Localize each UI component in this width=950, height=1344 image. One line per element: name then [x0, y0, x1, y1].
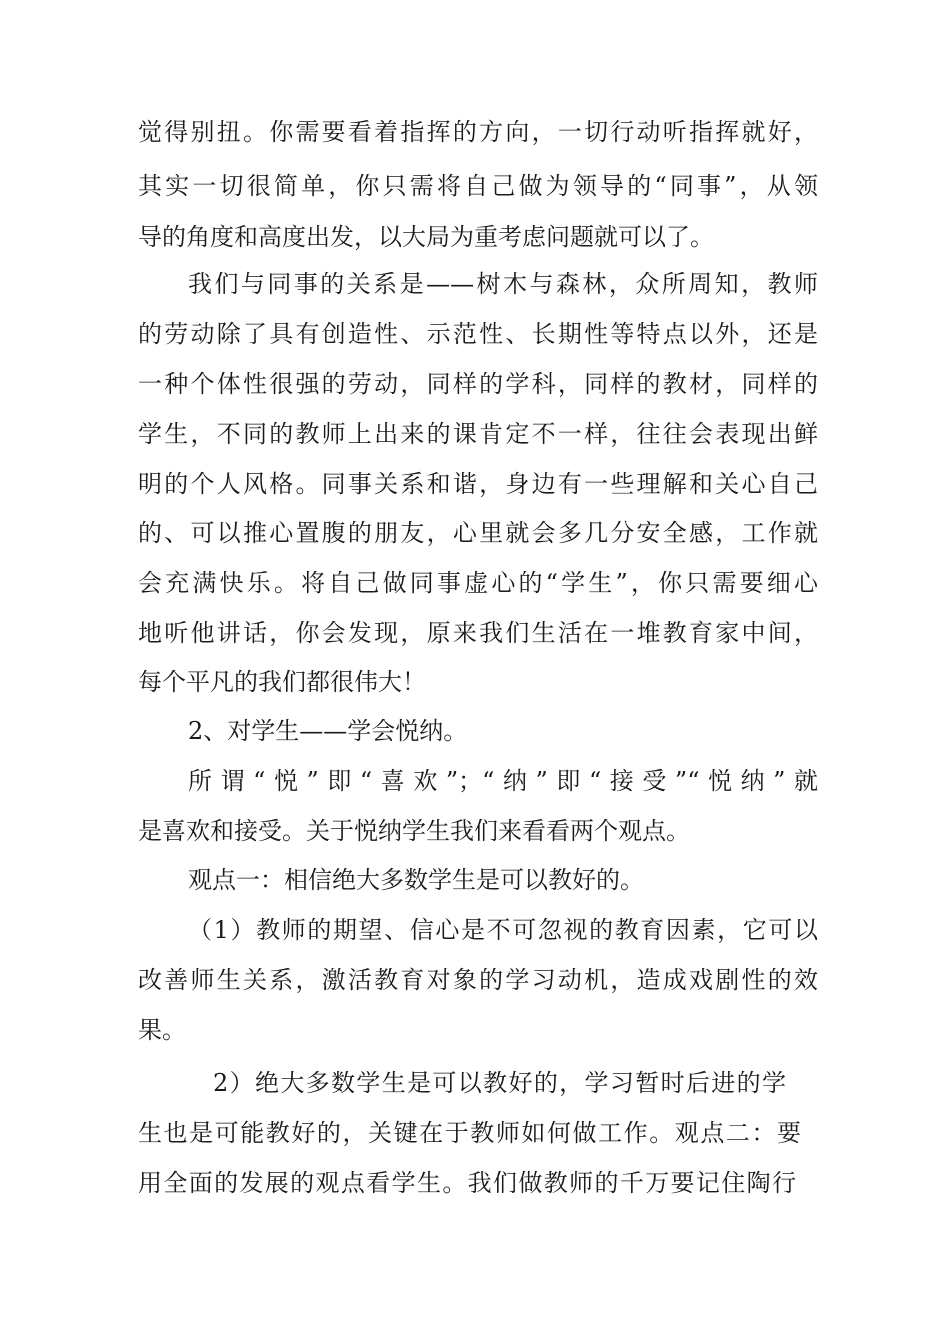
text-line: （1）教师的期望、信心是不可忽视的教育因素，它可以 [188, 916, 818, 944]
section-heading: 2、对学生——学会悦纳。 [188, 717, 468, 745]
text-line: 2）绝大多数学生是可以教好的，学习暂时后进的学 [213, 1069, 786, 1097]
text-line: 学生，不同的教师上出来的课肯定不一样，往往会表现出鲜 [138, 420, 818, 448]
text-line: 用全面的发展的观点看学生。我们做教师的千万要记住陶行 [138, 1169, 796, 1197]
text-line: 是喜欢和接受。关于悦纳学生我们来看看两个观点。 [138, 817, 690, 845]
text-line: 果。 [138, 1016, 186, 1044]
text-line: 会充满快乐。将自己做同事虚心的“学生”，你只需要细心 [138, 569, 818, 597]
text-line: 所谓“悦”即“喜欢”；“纳”即“接受”“悦纳”就 [188, 767, 818, 795]
text-line: 的劳动除了具有创造性、示范性、长期性等特点以外，还是 [138, 320, 818, 348]
text-line: 其实一切很简单，你只需将自己做为领导的“同事”，从领 [138, 172, 818, 200]
text-line: 每个平凡的我们都很伟大！ [138, 668, 426, 696]
text-line: 一种个体性很强的劳动，同样的学科，同样的教材，同样的 [138, 370, 818, 398]
text-line: 地听他讲话，你会发现，原来我们生活在一堆教育家中间， [138, 619, 818, 647]
text-line: 我们与同事的关系是——树木与森林，众所周知，教师 [188, 270, 818, 298]
text-line: 明的个人风格。同事关系和谐，身边有一些理解和关心自己 [138, 470, 818, 498]
text-line: 生也是可能教好的，关键在于教师如何做工作。观点二：要 [138, 1119, 801, 1147]
text-line: 观点一：相信绝大多数学生是可以教好的。 [188, 866, 644, 894]
text-line: 改善师生关系，激活教育对象的学习动机，造成戏剧性的效 [138, 966, 818, 994]
text-line: 的、可以推心置腹的朋友，心里就会多几分安全感，工作就 [138, 519, 818, 547]
text-line: 导的角度和高度出发，以大局为重考虑问题就可以了。 [138, 223, 714, 251]
text-line: 觉得别扭。你需要看着指挥的方向，一切行动听指挥就好， [138, 118, 818, 146]
